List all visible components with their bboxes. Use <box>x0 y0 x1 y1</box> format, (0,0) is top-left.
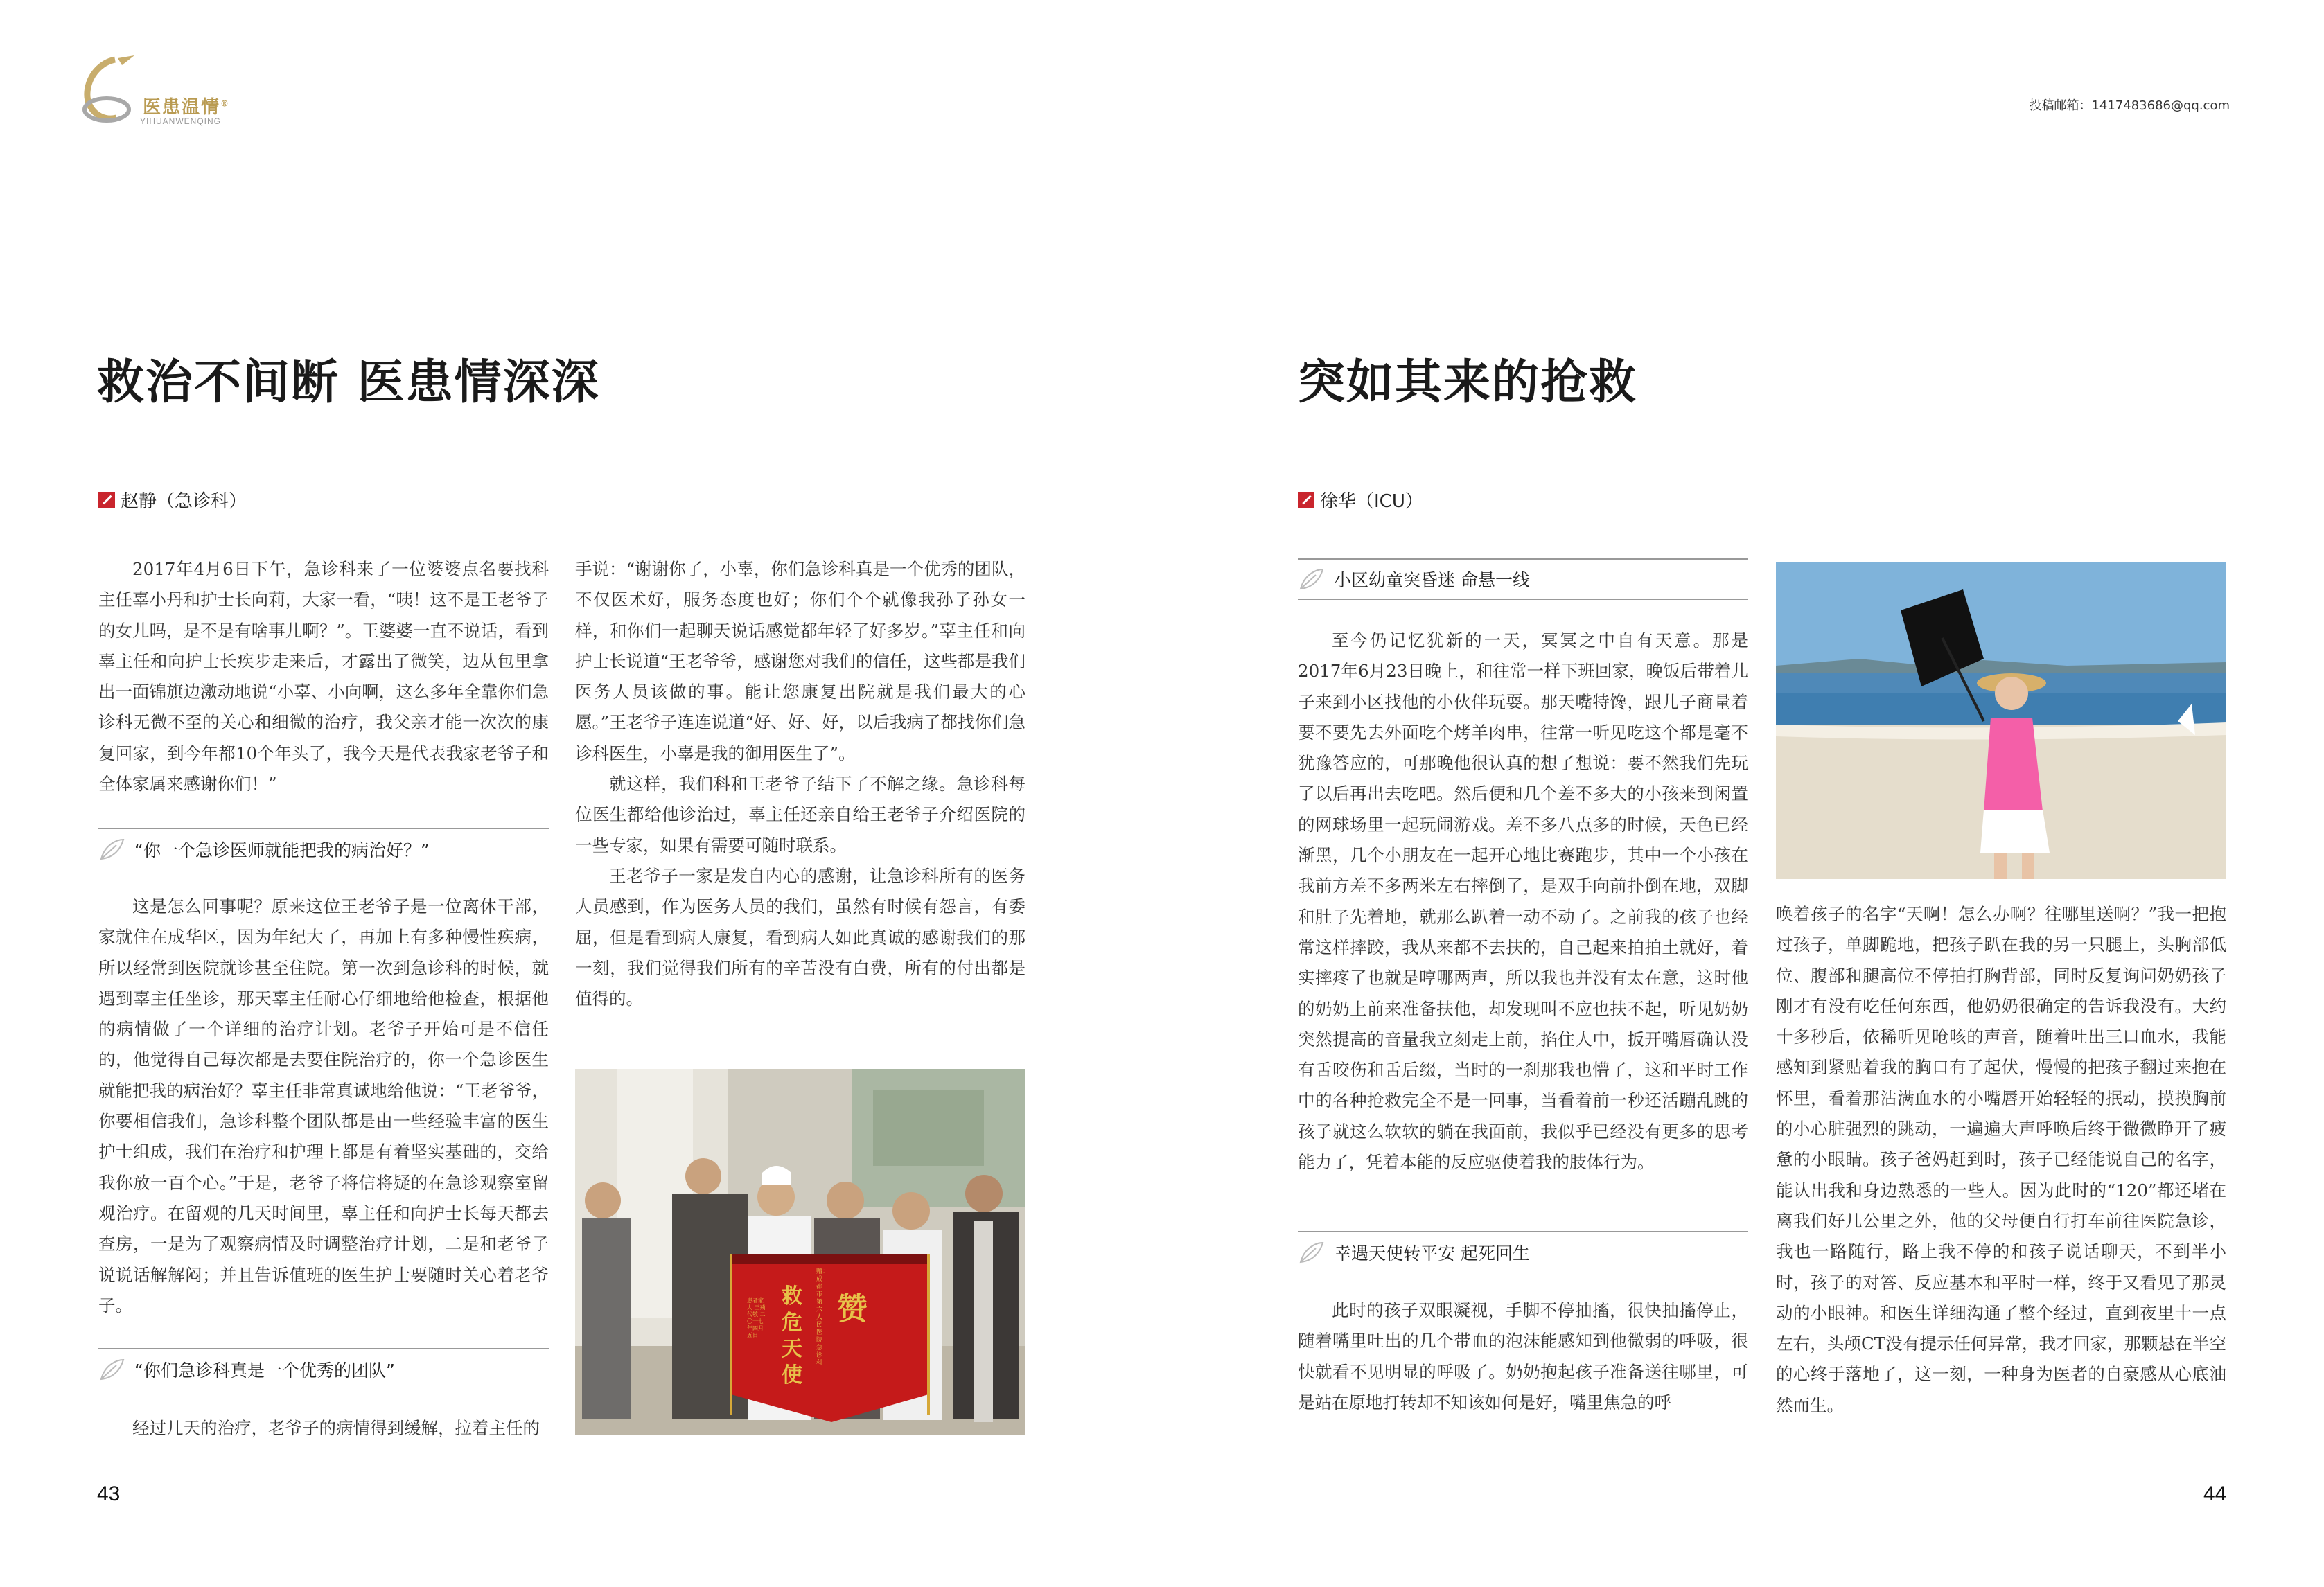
author-name: 赵静（急诊科） <box>121 491 247 512</box>
banner-bottom-text: 患者家人 王荊代敬 二〇一七年四月五日 <box>747 1297 766 1338</box>
right-subheading-2 <box>1298 1231 1748 1273</box>
subheading-text: 小区幼童突昏迷 命悬一线 <box>1334 570 1530 590</box>
group-photo-with-banner <box>575 1069 1025 1435</box>
left-col1-para2: 这是怎么回事呢？原来这位王老爷子是一位离休干部，家就住在成华区，因为年纪大了，再加上有多种慢性疾病，所以经常到医院就诊甚至住院。第一次到急诊科的时候，就遇到辜主任坐诊，那天辜主任耐心仔细地给他检查，根据他的病情做了一个详细的治疗计划。老爷子开始可是不信任的，他觉得自己每次都是去要住院治疗的，你一个急诊医生就能把我的病治好？辜主任非常真诚地给他说：“王老爷爷，你要相信我们，急诊科整个团队都是由一些经验丰富的医生护士组成，我们在治疗和护理上都是有着坚实基础的，交给我你放一百个心。”于是，老爷子将信将疑的在急诊观察室留观治疗。在留观的几天时间里，辜主任和向护士长每天都去查房，一是为了观察病情及时调整治疗计划，二是和老爷子说说话解解闷；并且告诉值班的医生护士要随时关心着老爷子。 <box>98 896 549 1315</box>
leaf-icon <box>1298 567 1326 592</box>
page-number-left: 43 <box>97 1482 121 1505</box>
magazine-logo <box>73 54 247 130</box>
submission-email: 投稿邮箱：1417483686@qq.com <box>2029 98 2230 113</box>
subheading-text: “你们急诊科真是一个优秀的团队” <box>134 1360 395 1381</box>
banner-right-text: 赞 <box>837 1291 868 1327</box>
beach-photo-illustration <box>1776 562 2226 879</box>
right-article-author <box>1298 487 1423 513</box>
right-col2-text: 唤着孩子的名字“天啊！怎么办啊？往哪里送啊？”我一把抱过孩子，单脚跪地，把孩子趴在我的另一只腿上，头胸部低位、腹部和腿高位不停拍打胸背部，同时反复询问奶奶孩子刚才有没有吃任何东西，他奶奶很确定的告诉我没有。大约十多秒后，依稀听见呛咳的声音，随着吐出三口血水，我能感知到紧贴着我的胸口有了起伏，慢慢的把孩子翻过来抱在怀里，看着那沾满血水的小嘴唇开始轻轻的抿动，摸摸胸前的小心脏强烈的跳动，一遍遍大声呼唤后终于微微睁开了疲惫的小眼睛。孩子爸妈赶到时，孩子已经能说自己的名字，能认出我和身边熟悉的一些人。因为此时的“120”都还堵在离我们好几公里之外，他的父母便自行打车前往医院急诊，我也一路随行，路上我不停的和孩子说话聊天，不到半小时，孩子的对答、反应基本和平时一样，终于又看见了那灵动的小眼神。和医生详细沟通了整个经过，直到夜里十一点左右，头颅CT没有提示任何异常，我才回家，那颗悬在半空的心终于落地了，这一刻，一种身为医者的自豪感从心底油然而生。 <box>1776 904 2226 1415</box>
subheading-text: “你一个急诊医师就能把我的病治好？” <box>134 840 430 860</box>
left-col1-para3: 经过几天的治疗，老爷子的病情得到缓解，拉着主任的 <box>132 1418 540 1438</box>
logo-text: 医患温情® <box>143 97 231 118</box>
right-col1-para2: 此时的孩子双眼凝视，手脚不停抽搐，很快抽搐停止，随着嘴里吐出的几个带血的泡沫能感知到他微弱的呼吸，很快就看不见明显的呼吸了。奶奶抱起孩子准备送往哪里，可是站在原地打转却不知该如何是好，嘴里焦急的呼 <box>1298 1300 1748 1412</box>
banner-main-text: 救危天使 <box>782 1284 802 1387</box>
left-article-title: 救治不间断 医患情深深 <box>97 355 600 410</box>
leaf-icon <box>98 837 126 862</box>
pen-icon <box>98 492 115 508</box>
left-col2-text: 手说：“谢谢你了，小辜，你们急诊科真是一个优秀的团队，不仅医术好，服务态度也好；你们个个就像我孙子孙女一样，和你们一起聊天说话感觉都年轻了好多岁。”辜主任和向护士长说道“王老爷爷，感谢您对我们的信任，这些都是我们医务人员该做的事。能让您康复出院就是我们最大的心愿。”王老爷子连连说道“好、好、好，以后我病了都找你们急诊科医生，小辜是我的御用医生了”。 就这样，我们科和王老爷子结下了不解之缘。急诊科每位医生都给他诊治过，辜主任还亲自给王老爷子介绍医院的一些专家，如果有需要可随时联系。 王老爷子一家是发自内心的感谢，让急诊科所有的医务人员感到，作为医务人员的我们，虽然有时候有怨言，有委屈，但是看到病人康复，看到病人如此真诚的感谢我们的那一刻，我们觉得我们所有的辛苦没有白费，所有的付出都是值得的。 <box>575 559 1025 1009</box>
leaf-icon <box>1298 1240 1326 1265</box>
left-subheading-1 <box>98 828 549 869</box>
banner-top-text: 赠：成都市第六人民医院急诊科 <box>816 1268 829 1367</box>
left-subheading-2 <box>98 1348 549 1390</box>
leaf-icon <box>98 1357 126 1382</box>
right-subheading-1 <box>1298 558 1748 600</box>
pen-icon <box>1298 492 1314 508</box>
logo-swirl-icon <box>73 54 139 130</box>
page-number-right: 44 <box>2203 1482 2227 1505</box>
left-article-author <box>98 487 247 513</box>
logo-subtitle: YIHUANWENQING <box>140 116 222 126</box>
subheading-text: 幸遇天使转平安 起死回生 <box>1334 1243 1530 1264</box>
left-col1-para1: 2017年4月6日下午，急诊科来了一位婆婆点名要找科主任辜小丹和护士长向莉，大家一看，“咦！这不是王老爷子的女儿吗，是不是有啥事儿啊？”。王婆婆一直不说话，看到辜主任和向护士长疾步走来后，才露出了微笑，边从包里拿出一面锦旗边激动地说“小辜、小向啊，这么多年全靠你们急诊科无微不至的关心和细微的治疗，我父亲才能一次次的康复回家，到今年都10个年头了，我今天是代表我家老爷子和全体家属来感谢你们！” <box>98 559 549 795</box>
right-col1-para1: 至今仍记忆犹新的一天，冥冥之中自有天意。那是2017年6月23日晚上，和往常一样下班回家，晚饭后带着儿子来到小区找他的小伙伴玩耍。那天嘴特馋，跟儿子商量着要不要先去外面吃个烤羊肉串，往常一听见吃这个都是毫不犹豫答应的，可那晚他很认真的想了想说：要不然我们先玩了以后再出去吃吧。然后便和几个差不多大的小孩来到闲置的网球场里一起玩闹游戏。差不多八点多的时候，天色已经渐黑，几个小朋友在一起开心地比赛跑步，其中一个小孩在我前方差不多两米左右摔倒了，是双手向前扑倒在地，双脚和肚子先着地，就那么趴着一动不动了。之前我的孩子也经常这样摔跤，我从来都不去扶的，自己起来拍拍土就好，着实摔疼了也就是哼哪两声，所以我也并没有太在意，这时他的奶奶上前来准备扶他，却发现叫不应也扶不起，听见奶奶突然提高的音量我立刻走上前，掐住人中，扳开嘴唇确认没有舌咬伤和舌后缀，当时的一刹那我也懵了，这和平时工作中的各种抢救完全不是一回事，当看着前一秒还活蹦乱跳的孩子就这么软软的躺在我面前，我似乎已经没有更多的思考能力了，凭着本能的反应驱使着我的肢体行为。 <box>1298 630 1748 1173</box>
right-article-title: 突如其来的抢救 <box>1298 355 1638 410</box>
beach-photo <box>1776 562 2226 879</box>
author-name: 徐华（ICU） <box>1320 491 1423 512</box>
